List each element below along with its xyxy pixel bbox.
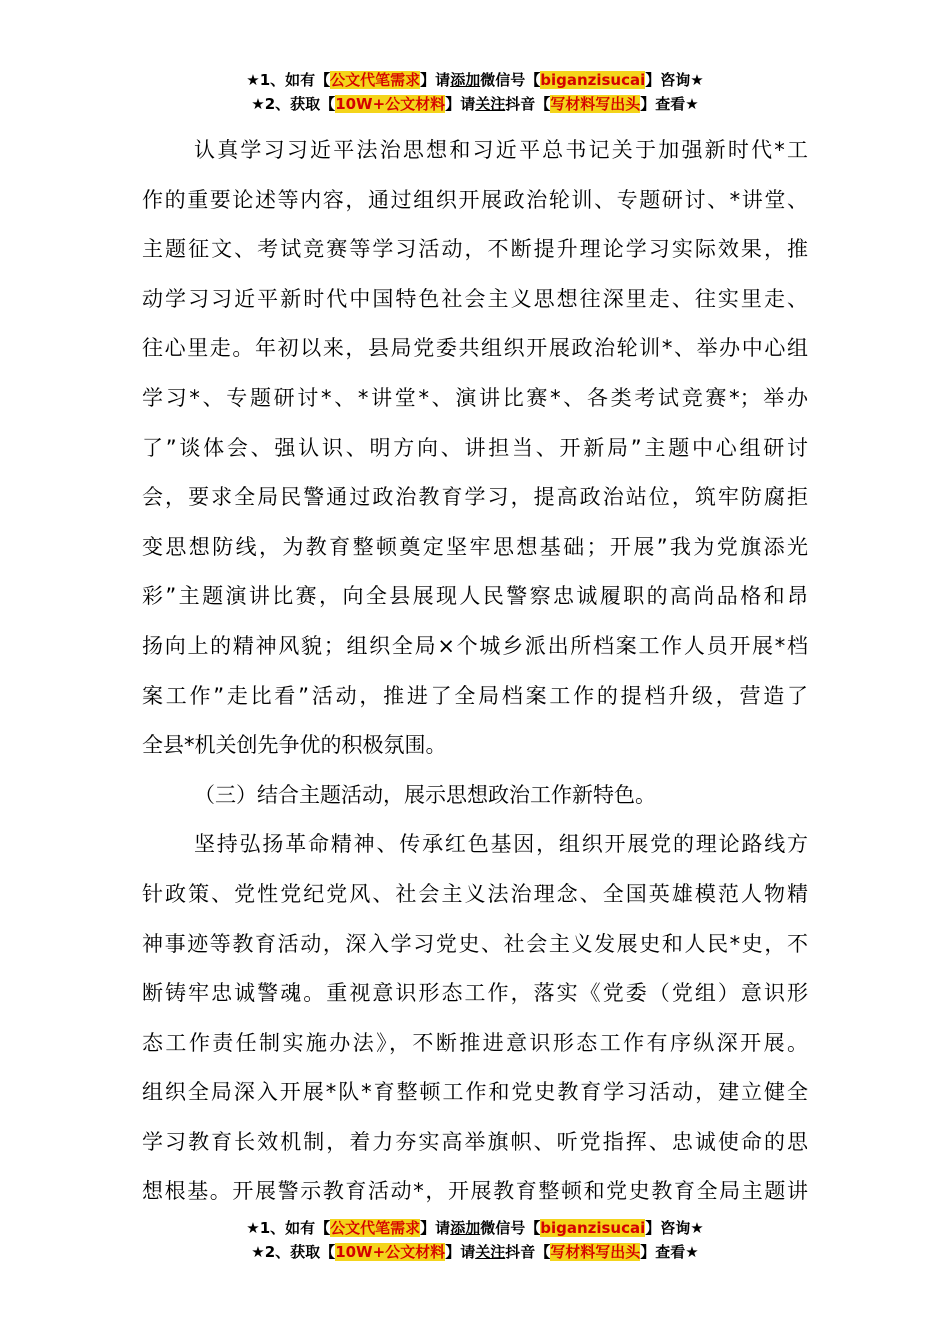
banner-text: ★2、获取【 xyxy=(251,1243,336,1261)
banner-text: 】请 xyxy=(445,95,476,113)
paragraph-line: 扬向上的精神风貌；组织全局×个城乡派出所档案工作人员开展*档 xyxy=(142,633,808,658)
paragraph-line: 坚持弘扬革命精神、传承红色基因，组织开展党的理论路线方 xyxy=(194,832,808,857)
banner-text: 抖音【 xyxy=(505,1243,551,1261)
section-heading: （三）结合主题活动，展示思想政治工作新特色。 xyxy=(194,782,656,807)
banner-line-2 xyxy=(0,1241,950,1265)
wechat-id-highlight: biganzisucai xyxy=(540,1219,646,1237)
paragraph-line: 断铸牢忠诚警魂。重视意识形态工作，落实《党委（党组）意识形 xyxy=(142,981,808,1006)
banner-text: 】查看★ xyxy=(640,95,699,113)
paragraph-line: 了”谈体会、强认识、明方向、讲担当、开新局”主题中心组研讨 xyxy=(142,435,808,460)
banner-text: 微信号【 xyxy=(480,1219,541,1237)
banner-line-1 xyxy=(0,69,950,93)
paragraph-line: 往心里走。年初以来，县局党委共组织开展政治轮训*、举办中心组 xyxy=(142,336,808,361)
banner-text: 】请 xyxy=(445,1243,476,1261)
footer-banner xyxy=(0,1217,950,1265)
banner-text: 】咨询★ xyxy=(645,1219,704,1237)
paragraph-line: 学习*、专题研讨*、*讲堂*、演讲比赛*、各类考试竞赛*；举办 xyxy=(142,385,808,410)
paragraph-line: 案工作”走比看”活动，推进了全局档案工作的提档升级，营造了 xyxy=(142,683,808,708)
banner-text: 抖音【 xyxy=(505,95,551,113)
document-body xyxy=(142,126,808,1217)
paragraph-line: 组织全局深入开展*队*育整顿工作和党史教育学习活动，建立健全 xyxy=(142,1080,808,1105)
douyin-id-highlight: 写材料写出头 xyxy=(550,95,641,113)
paragraph-line: 神事迹等教育活动，深入学习党史、社会主义发展史和人民*史，不 xyxy=(142,931,808,956)
paragraph-line: 针政策、党性党纪党风、社会主义法治理念、全国英雄模范人物精 xyxy=(142,881,808,906)
underlined-text: 关注 xyxy=(475,95,506,113)
paragraph-line: 作的重要论述等内容，通过组织开展政治轮训、专题研讨、*讲堂、 xyxy=(142,187,808,212)
paragraph-line: 学习教育长效机制，着力夯实高举旗帜、听党指挥、忠诚使命的思 xyxy=(142,1129,808,1154)
paragraph-line: 主题征文、考试竞赛等学习活动，不断提升理论学习实际效果，推 xyxy=(142,237,808,262)
paragraph-line: 会，要求全局民警通过政治教育学习，提高政治站位，筑牢防腐拒 xyxy=(142,485,808,510)
banner-text: 】请 xyxy=(420,1219,451,1237)
banner-text: ★1、如有【 xyxy=(246,71,331,89)
highlight-text: 10W+公文材料 xyxy=(335,95,446,113)
highlight-text: 公文代笔需求 xyxy=(330,71,421,89)
paragraph-line: 全县*机关创先争优的积极氛围。 xyxy=(142,733,447,758)
paragraph-line: 动学习习近平新时代中国特色社会主义思想往深里走、往实里走、 xyxy=(142,286,808,311)
underlined-text: 添加 xyxy=(450,71,481,89)
highlight-text: 公文代笔需求 xyxy=(330,1219,421,1237)
underlined-text: 关注 xyxy=(475,1243,506,1261)
banner-text: 】咨询★ xyxy=(645,71,704,89)
paragraph-line: 认真学习习近平法治思想和习近平总书记关于加强新时代*工 xyxy=(194,138,808,162)
underlined-text: 添加 xyxy=(450,1219,481,1237)
highlight-text: 10W+公文材料 xyxy=(335,1243,446,1261)
paragraph-line: 想根基。开展警示教育活动*，开展教育整顿和党史教育全局主题讲 xyxy=(142,1179,808,1204)
banner-text: 微信号【 xyxy=(480,71,541,89)
banner-line-2 xyxy=(0,93,950,117)
wechat-id-highlight: biganzisucai xyxy=(540,71,646,89)
banner-text: ★2、获取【 xyxy=(251,95,336,113)
paragraph-line: 态工作责任制实施办法》，不断推进意识形态工作有序纵深开展。 xyxy=(142,1030,808,1055)
douyin-id-highlight: 写材料写出头 xyxy=(550,1243,641,1261)
header-banner xyxy=(0,69,950,117)
banner-line-1 xyxy=(0,1217,950,1241)
paragraph-line: 变思想防线，为教育整顿奠定坚牢思想基础；开展”我为党旗添光 xyxy=(142,534,808,559)
banner-text: 】请 xyxy=(420,71,451,89)
banner-text: ★1、如有【 xyxy=(246,1219,331,1237)
banner-text: 】查看★ xyxy=(640,1243,699,1261)
paragraph-line: 彩”主题演讲比赛，向全县展现人民警察忠诚履职的高尚品格和昂 xyxy=(142,584,808,609)
